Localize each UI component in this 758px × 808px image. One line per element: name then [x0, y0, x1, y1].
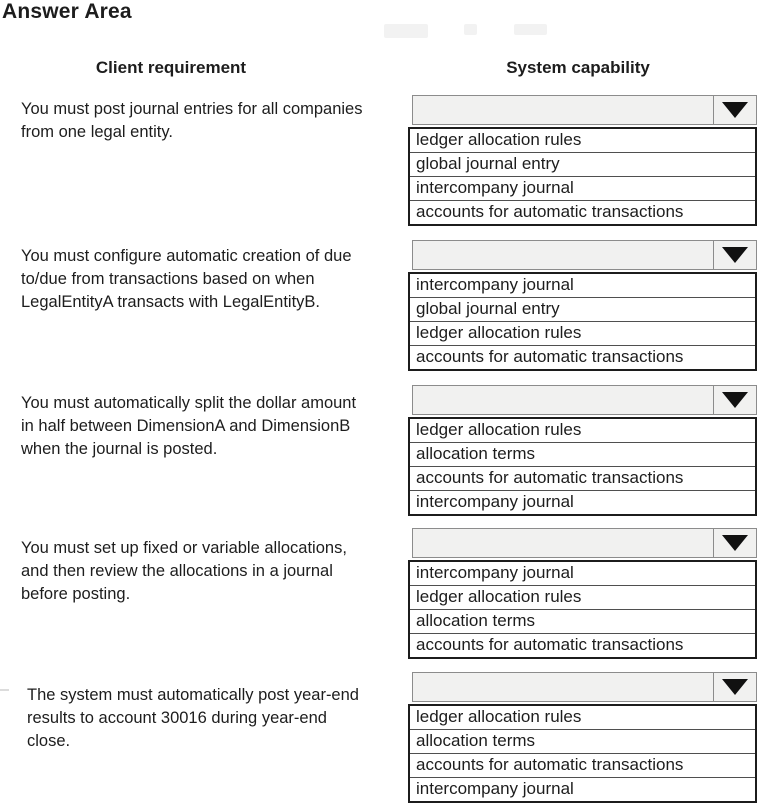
dropdown-arrow-button[interactable] [713, 529, 756, 557]
dropdown-option[interactable]: ledger allocation rules [410, 321, 755, 345]
requirement-line: in half between DimensionA and DimensionB [21, 417, 351, 435]
dropdown-arrow-button[interactable] [713, 673, 756, 701]
dropdown-option[interactable]: allocation terms [410, 442, 755, 466]
dropdown-option[interactable]: accounts for automatic transactions [410, 466, 755, 490]
dropdown-options-list [408, 272, 757, 371]
requirement-line: You must configure automatic creation of due [21, 247, 352, 265]
client-requirement [21, 98, 363, 144]
selected-value [413, 241, 713, 269]
stray-mark [0, 689, 9, 691]
requirement-line: from one legal entity. [21, 123, 173, 141]
selected-value [413, 96, 713, 124]
capability-dropdown [408, 672, 757, 803]
requirement-line: You must automatically split the dollar amount [21, 394, 357, 412]
client-requirement [27, 684, 359, 753]
dropdown-option[interactable]: intercompany journal [410, 176, 755, 200]
capability-select[interactable] [412, 528, 757, 558]
requirement-line: LegalEntityA transacts with LegalEntityB. [21, 293, 320, 311]
requirement-line: and then review the allocations in a journal [21, 562, 333, 580]
requirement-line: You must set up fixed or variable allocations, [21, 539, 347, 557]
requirement-line: before posting. [21, 585, 131, 603]
dropdown-option[interactable]: accounts for automatic transactions [410, 200, 755, 224]
client-requirement [21, 537, 347, 606]
requirement-line: results to account 30016 during year-end [27, 709, 327, 727]
dropdown-arrow-button[interactable] [713, 241, 756, 269]
capability-dropdown [408, 95, 757, 226]
dropdown-option[interactable]: ledger allocation rules [416, 130, 582, 149]
dropdown-option[interactable]: intercompany journal [410, 490, 755, 514]
dropdown-options-list [408, 127, 757, 226]
capability-dropdown [408, 385, 757, 516]
capability-select[interactable] [412, 240, 757, 270]
selected-value [413, 673, 713, 701]
dropdown-option[interactable]: allocation terms [410, 729, 755, 753]
dropdown-arrow-button[interactable] [713, 386, 756, 414]
caret-down-icon [722, 102, 748, 118]
column-header-client-requirement: Client requirement [95, 58, 247, 77]
capability-select[interactable] [412, 385, 757, 415]
dropdown-options-list [408, 560, 757, 659]
page-title: Answer Area [2, 0, 132, 23]
column-header-system-capability: System capability [506, 58, 650, 77]
dropdown-option[interactable]: intercompany journal [416, 563, 574, 582]
watermark-artifact [464, 24, 477, 35]
dropdown-option[interactable]: global journal entry [410, 297, 755, 321]
caret-down-icon [722, 535, 748, 551]
capability-select[interactable] [412, 672, 757, 702]
dropdown-option[interactable]: ledger allocation rules [410, 585, 755, 609]
dropdown-option[interactable]: intercompany journal [410, 777, 755, 801]
dropdown-option[interactable]: allocation terms [410, 609, 755, 633]
dropdown-options-list [408, 704, 757, 803]
client-requirement [21, 392, 356, 461]
selected-value [413, 529, 713, 557]
dropdown-option[interactable]: accounts for automatic transactions [410, 345, 755, 369]
capability-select[interactable] [412, 95, 757, 125]
dropdown-arrow-button[interactable] [713, 96, 756, 124]
watermark-artifact [384, 24, 428, 38]
dropdown-option[interactable]: ledger allocation rules [416, 707, 582, 726]
capability-dropdown [408, 528, 757, 659]
requirement-line: to/due from transactions based on when [21, 270, 315, 288]
caret-down-icon [722, 679, 748, 695]
selected-value [413, 386, 713, 414]
client-requirement [21, 245, 352, 314]
caret-down-icon [722, 392, 748, 408]
caret-down-icon [722, 247, 748, 263]
requirement-line: close. [27, 732, 71, 750]
watermark-artifact [514, 24, 547, 35]
requirement-line: You must post journal entries for all companies [21, 100, 363, 118]
dropdown-option[interactable]: accounts for automatic transactions [410, 633, 755, 657]
requirement-line: The system must automatically post year-end [27, 686, 359, 704]
dropdown-option[interactable]: ledger allocation rules [416, 420, 582, 439]
requirement-line: when the journal is posted. [21, 440, 218, 458]
dropdown-option[interactable]: global journal entry [410, 152, 755, 176]
capability-dropdown [408, 240, 757, 371]
dropdown-option[interactable]: intercompany journal [416, 275, 574, 294]
dropdown-options-list [408, 417, 757, 516]
dropdown-option[interactable]: accounts for automatic transactions [410, 753, 755, 777]
